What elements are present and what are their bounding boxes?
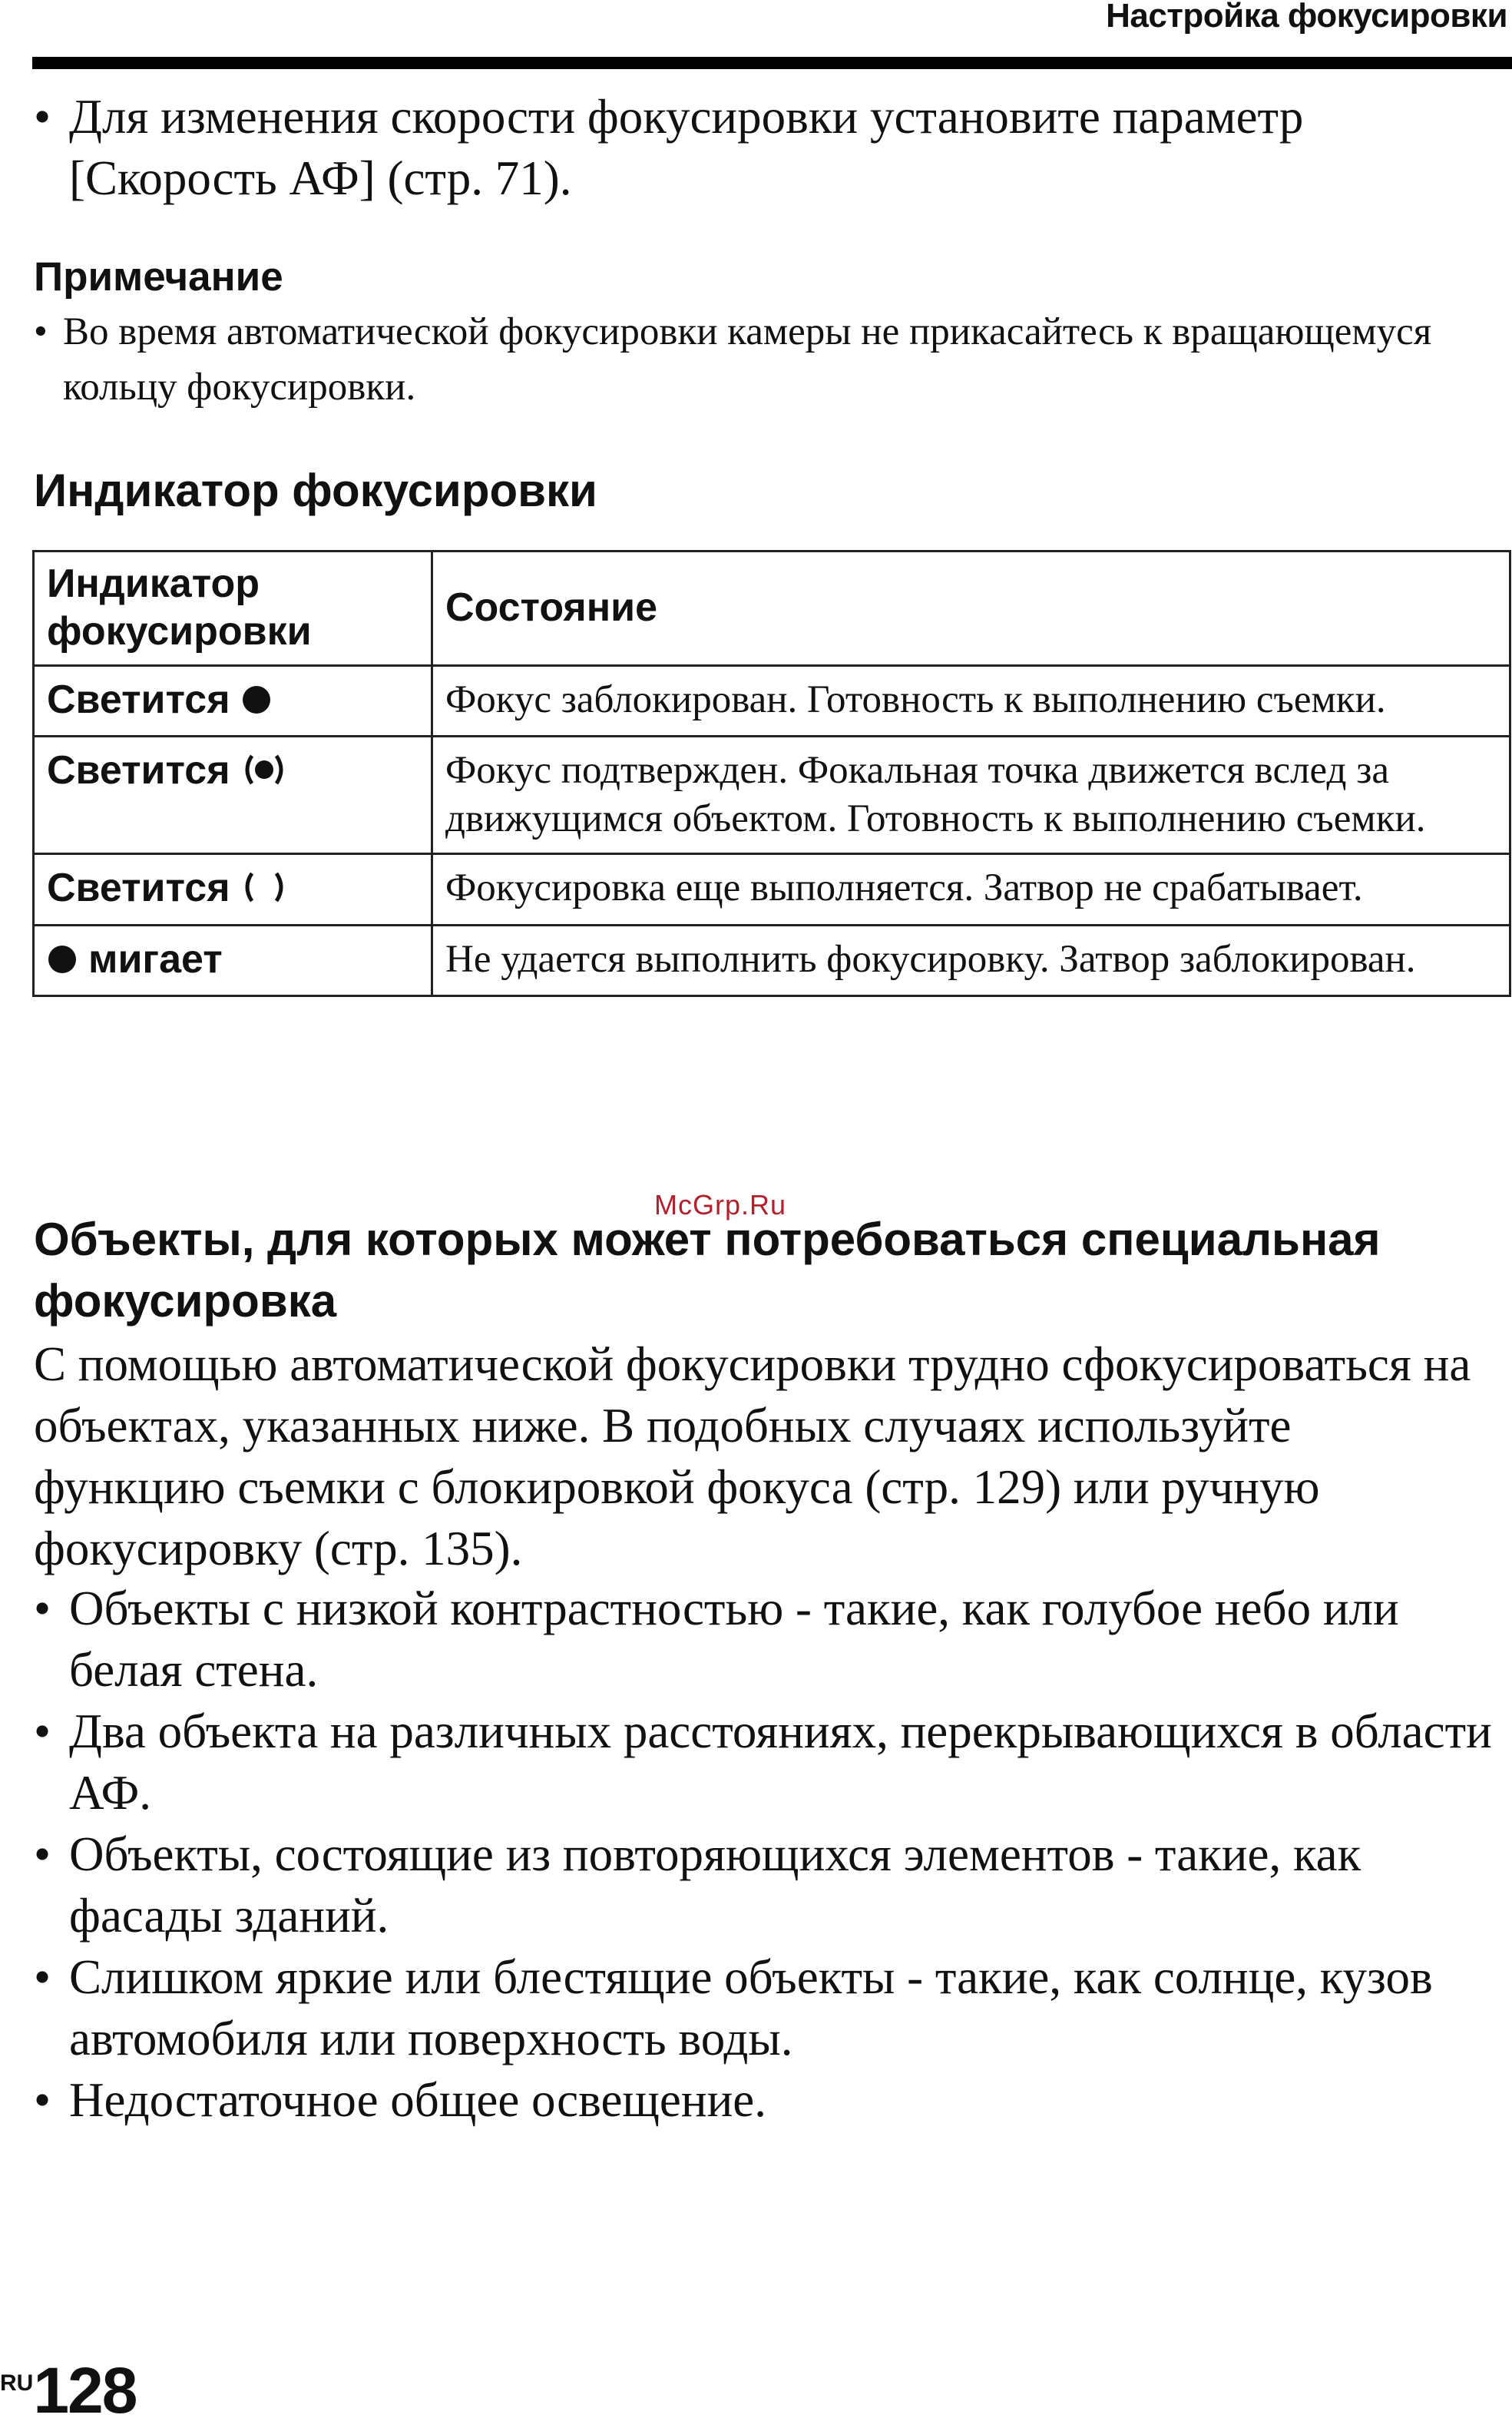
list-item-text: Слишком яркие или блестящие объекты - такие, как солнце, кузов автомобиля или поверхность воды. bbox=[69, 1950, 1433, 2065]
filled-dot-icon bbox=[241, 678, 272, 726]
table-header-row bbox=[34, 552, 1510, 666]
note-list bbox=[34, 304, 1477, 415]
intro-bullet bbox=[34, 86, 1493, 209]
list-item-text: Недостаточное общее освещение. bbox=[69, 2073, 767, 2127]
bullet-dot: • bbox=[34, 1827, 51, 1881]
list-item bbox=[34, 1578, 1508, 1701]
state-cell: Фокусировка еще выполняется. Затвор не срабатывает. bbox=[432, 854, 1510, 925]
indicator-cell bbox=[34, 666, 432, 737]
indicator-label: мигает bbox=[88, 936, 223, 982]
state-cell: Не удается выполнить фокусировку. Затвор заблокирован. bbox=[432, 925, 1510, 995]
intro-bullets bbox=[34, 86, 1493, 209]
bullet-dot: • bbox=[34, 310, 48, 353]
indicator-cell bbox=[34, 737, 432, 854]
note-bullet bbox=[34, 304, 1477, 415]
focus-indicator-table bbox=[32, 550, 1511, 997]
bullet-dot: • bbox=[34, 1950, 51, 2004]
special-bullet-list bbox=[34, 1578, 1508, 2131]
bullet-dot: • bbox=[34, 1704, 51, 1758]
section-title-focus-indicator: Индикатор фокусировки bbox=[34, 465, 597, 516]
brackets-icon bbox=[241, 867, 287, 915]
special-paragraph: С помощью автоматической фокусировки трудно сфокусироваться на объектах, указанных ниже. В подобных случаях используйте функцию съемки с блокировкой фокуса (стр. 129) или ручную фокусировку (стр. 135). bbox=[34, 1337, 1471, 1575]
column-header-state: Состояние bbox=[432, 552, 1510, 666]
list-item-text: Объекты, состоящие из повторяющихся элементов - такие, как фасады зданий. bbox=[69, 1827, 1361, 1943]
indicator-label: Светится bbox=[47, 677, 230, 722]
state-cell: Фокус заблокирован. Готовность к выполнению съемки. bbox=[432, 666, 1510, 737]
note-bullet-text: Во время автоматической фокусировки камеры не прикасайтесь к вращающемуся кольцу фокусировки. bbox=[63, 310, 1432, 409]
table-row bbox=[34, 737, 1510, 854]
page-number-value: 128 bbox=[33, 2354, 137, 2426]
page-number bbox=[0, 2353, 137, 2428]
list-item bbox=[34, 2069, 1508, 2131]
table-row bbox=[34, 925, 1510, 995]
list-item bbox=[34, 1823, 1508, 1946]
state-cell: Фокус подтвержден. Фокальная точка движется вслед за движущимся объектом. Готовность к выполнению съемки. bbox=[432, 737, 1510, 854]
running-header: Настройка фокусировки bbox=[1106, 0, 1507, 35]
note-title: Примечание bbox=[34, 254, 283, 300]
language-code: RU bbox=[0, 2370, 34, 2396]
list-item-text: Объекты с низкой контрастностью - такие, как голубое небо или белая стена. bbox=[69, 1582, 1399, 1697]
filled-dot-icon bbox=[47, 938, 78, 985]
list-item bbox=[34, 1946, 1508, 2069]
indicator-cell bbox=[34, 925, 432, 995]
section-title-special-focus: Объекты, для которых может потребоваться специальная фокусировка bbox=[34, 1214, 1381, 1327]
bullet-dot: • bbox=[34, 2073, 51, 2127]
indicator-cell bbox=[34, 854, 432, 925]
header-rule bbox=[32, 57, 1512, 69]
table-row bbox=[34, 854, 1510, 925]
column-header-indicator: Индикатор фокусировки bbox=[34, 552, 432, 666]
list-item bbox=[34, 1701, 1508, 1823]
list-item-text: Два объекта на различных расстояниях, перекрывающихся в области АФ. bbox=[69, 1704, 1492, 1820]
intro-bullet-text: Для изменения скорости фокусировки установите параметр [Скорость АФ] (стр. 71). bbox=[69, 90, 1304, 205]
watermark: McGrp.Ru bbox=[654, 1189, 787, 1221]
bullet-dot: • bbox=[34, 90, 51, 144]
indicator-label: Светится bbox=[47, 748, 230, 793]
dot-with-brackets-icon bbox=[241, 750, 287, 797]
bullet-dot: • bbox=[34, 1582, 51, 1635]
indicator-label: Светится bbox=[47, 866, 230, 911]
table-row bbox=[34, 666, 1510, 737]
